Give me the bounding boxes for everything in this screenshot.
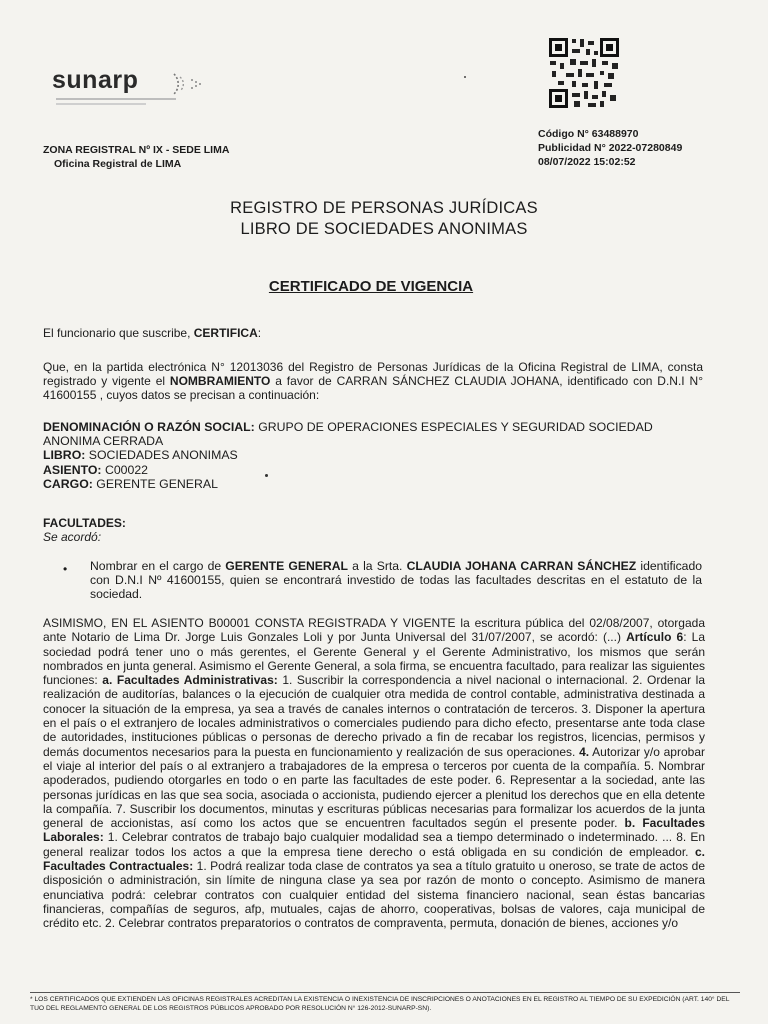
- oficina-registral: Oficina Registral de LIMA: [54, 158, 182, 170]
- logo-dots-icon: [170, 72, 210, 96]
- asiento-row: [43, 463, 703, 477]
- item-text: Nombrar en el cargo de: [90, 559, 226, 573]
- facultades-header: [43, 516, 703, 544]
- publicidad-number: Publicidad N° 2022-07280849: [538, 142, 683, 154]
- nombramiento-keyword: NOMBRAMIENTO: [169, 374, 271, 389]
- libro-label: LIBRO:: [43, 448, 86, 463]
- certifica-line: [43, 326, 703, 340]
- paragraph-text: 1. Podrá realizar toda clase de contratos ya sea a título gratuito u oneroso, se trate de actos de disposición o administración, sin límite de ninguna clase ya sea por razón de monto o concepto. Asimismo de manera enunciativa podrá: celebrar contratos con cualquier entidad del sistema financiero nacional, sean éstas bancarias financieras, compañías de seguros, afp, mutuales, cajas de ahorro, cooperativas, bolsas de valores, caja municipal de crédito etc. 2. Celebrar contratos preparatorios o contratos de compraventa, permuta, donación de bienes, acciones y/o: [43, 859, 706, 931]
- qr-code-icon: [548, 37, 620, 109]
- libro-row: [43, 448, 703, 462]
- certificate-title: CERTIFICADO DE VIGENCIA: [268, 278, 474, 295]
- denominacion-label: DENOMINACIÓN O RAZÓN SOCIAL:: [43, 420, 255, 434]
- articulo-label: Artículo 6: [626, 630, 684, 645]
- facultades-label: FACULTADES:: [43, 516, 126, 530]
- denominacion-row: [43, 420, 703, 448]
- nombramiento-item: [90, 559, 702, 602]
- registry-zone: [43, 143, 229, 171]
- cargo-name: GERENTE GENERAL: [225, 559, 348, 573]
- paragraph-text: 1. Celebrar contratos de trabajo bajo cualquier modalidad sea a tiempo determinado o indeterminado. ... 8. En general realizar todos los actos a que la empresa tiene derecho o está obligada en su condición de empleador.: [43, 830, 705, 859]
- paragraph-text: 1. Suscribir la correspondencia a nivel nacional o internacional. 2. Ordenar la realización de auditorías, balances o la ejecución de cualquier otra medida de control contable, administrativa destinada a conocer la situación de la empresa, ya sea a través de canales internos o contratación de terceros. 3. Disponer la apertura en el país o el extranjero de locales administrativos o comerciales pudiendo para dicho efecto, presentarse ante toda clase de autoridades, instituciones públicas o personas de derecho privado a fin de recabar los registros, licencias, permisos y demás documentos necesarios para la puesta en funcionamiento y realización de sus operaciones.: [43, 673, 705, 759]
- item-text: a la Srta.: [347, 559, 407, 573]
- legal-footnote: * LOS CERTIFICADOS QUE EXTIENDEN LAS OFICINAS REGISTRALES ACREDITAN LA EXISTENCIA O INEXISTENCIA DE INSCRIPCIONES O ANOTACIONES EN EL REGISTRO AL TIEMPO DE SU EXPEDICIÓN (ART. 140° DEL TUO DEL REGLAMENTO GENERAL DE LOS REGISTROS PÚBLICOS APROBADO POR RESOLUCIÓN N° 126-2012-SUNARP-SN).: [30, 996, 730, 1012]
- registry-title: [0, 198, 768, 240]
- person-name: CLAUDIA JOHANA CARRAN SÁNCHEZ: [406, 559, 637, 573]
- scan-speck: [464, 76, 466, 78]
- certifica-keyword: CERTIFICA: [193, 326, 258, 340]
- logo-tagline-line: [56, 98, 176, 100]
- intro-paragraph: [43, 360, 703, 403]
- item-text: identificado con D.N.I Nº 41600155, quien se encontrará investido de todas las facultades descritas en el estatuto de la sociedad.: [90, 559, 703, 602]
- asimismo-paragraph: [43, 616, 705, 931]
- scan-speck: [265, 474, 268, 477]
- logo-wordmark: sunarp: [52, 66, 139, 94]
- paragraph-text: : La sociedad podrá tener uno o más gerentes, el Gerente General y el Gerente Administrativo, los mismos que serán nombrados en junta general. Asimismo el Gerente General, a sola firma, se encuentra facultado, para realizar las siguientes funciones:: [43, 630, 706, 688]
- issue-datetime: 08/07/2022 15:02:52: [538, 156, 636, 168]
- company-details: [43, 420, 703, 491]
- paragraph-text: ASIMISMO, EN EL ASIENTO B00001 CONSTA REGISTRADA Y VIGENTE la escritura pública del 02/08/2007, otorgada ante Notario de Lima Dr. Jorge Luis Gonzales Loli y por Junta Universal del 31/07/2007, se acordó: (...): [43, 616, 705, 645]
- zona-registral: ZONA REGISTRAL Nº IX - SEDE LIMA: [43, 144, 230, 156]
- facultades-contractuales-label: c. Facultades Contractuales:: [43, 844, 705, 874]
- bullet-icon: •: [63, 562, 68, 576]
- title-line-2: LIBRO DE SOCIEDADES ANONIMAS: [240, 220, 528, 238]
- asiento-value: C00022: [101, 462, 149, 477]
- denominacion-value: GRUPO DE OPERACIONES ESPECIALES Y SEGURIDAD SOCIEDAD ANONIMA CERRADA: [43, 420, 653, 449]
- cargo-row: [43, 477, 703, 491]
- logo-tagline-line: [56, 103, 146, 105]
- codigo-number: Código N° 63488970: [538, 128, 639, 140]
- se-acordo: Se acordó:: [43, 530, 102, 545]
- libro-value: SOCIEDADES ANONIMAS: [85, 448, 238, 463]
- paragraph-text: Autorizar y/o aprobar el viaje al interior del país o al extranjero a trabajadores de la empresa o terceros por cuenta de la compañía. 5. Nombrar apoderados, pudiendo otorgarles en todo o en parte las facultades de este poder. 6. Representar a la sociedad, ante las personas jurídicas en las que sea socia, asociada o accionista, pudiendo ejercer a plenitud los derechos que en ella detente la compañía. 7. Suscribir los documentos, minutas y escrituras públicas necesarias para formalizar los acuerdos de la junta general de accionistas, así como los actos que se encuentren facultados según el presente poder.: [43, 744, 705, 831]
- sunarp-logo: [52, 58, 222, 108]
- certifica-lead: El funcionario que suscribe,: [43, 326, 194, 340]
- item-number: 4.: [579, 744, 590, 759]
- footer-divider: [30, 992, 740, 993]
- intro-text: Que, en la partida electrónica N° 12013036 del Registro de Personas Jurídicas de la Oficina Registral de LIMA, consta registrado y vigente el: [43, 360, 703, 389]
- certifica-colon: :: [257, 326, 262, 340]
- asiento-label: ASIENTO:: [43, 462, 102, 477]
- facultades-laborales-label: b. Facultades Laborales:: [43, 816, 706, 845]
- cargo-value: GERENTE GENERAL: [92, 476, 218, 491]
- title-line-1: REGISTRO DE PERSONAS JURÍDICAS: [230, 199, 538, 217]
- document-metadata: [538, 127, 682, 169]
- cargo-label: CARGO:: [43, 476, 93, 491]
- intro-text: a favor de CARRAN SÁNCHEZ CLAUDIA JOHANA, identificado con D.N.I N° 41600155 , cuyos datos se precisan a continuación:: [43, 374, 703, 403]
- facultades-administrativas-label: a. Facultades Administrativas:: [102, 673, 278, 688]
